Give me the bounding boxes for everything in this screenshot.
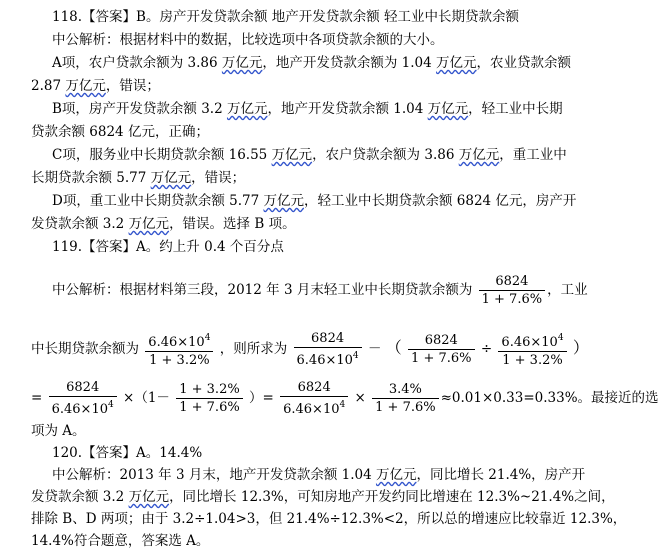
q118-option-b-line2: 贷款余额 6824 亿元，正确； [31, 124, 209, 140]
q118-option-c-line2: 长期贷款余额 5.77 万亿元，错误； [31, 170, 246, 186]
q120-title: 120.【答案】A。14.4% [52, 445, 203, 461]
q119-analysis-line1: 中公解析：根据材料第三段，2012 年 3 月末轻工业中长期贷款余额为 $\frac{6824}{1 + 7.6\%}$ ，工业 [52, 274, 588, 307]
q118-option-d-line2: 发贷款余额 3.2 万亿元，错误。选择 B 项。 [31, 216, 296, 232]
fraction-6824-over-1p076: $\frac{6824}{1 + 7.6\%}$ [479, 273, 545, 308]
q119-analysis-line2: 中长期贷款余额为 $\frac{6.46\times 10^4}{1 + 3.2\%}$ ，则所求为 $\frac{6824}{6.46\times 10^4}$ － （ $\frac{6824}{1 + 7.6\%}$ ÷ $\frac{6.46\times 10^4}{1 + 3.2\%}$ ） [31, 331, 589, 368]
q118-intro: 中公解析：根据材料中的数据，比较选项中各项贷款余额的大小。 [52, 32, 444, 48]
q118-option-b-line1: B项，房产开发贷款余额 3.2 万亿元，地产开发贷款余额 1.04 万亿元，轻工业中长期 [52, 101, 563, 117]
q120-analysis-line2: 发贷款余额 3.2 万亿元，同比增长 12.3%，可知房地产开发约同比增速在 12.3%~21.4%之间， [31, 489, 615, 505]
q118-option-c-line1: C项，服务业中长期贷款余额 16.55 万亿元，农户贷款余额为 3.86 万亿元，重工业中 [52, 147, 567, 163]
q118-option-a-line1: A项，农户贷款余额为 3.86 万亿元，地产开发贷款余额为 1.04 万亿元，农业贷款余额 [52, 55, 572, 71]
q118-option-d-line1: D项，重工业中长期贷款余额 5.77 万亿元，轻工业中长期贷款余额 6824 亿元，房产开 [52, 193, 577, 209]
q119-conclusion: 项为 A。 [31, 423, 86, 439]
q119-analysis-line3: = $\frac{6824}{6.46\times 10^4}$ ×（1－ $\frac{1 + 3.2\%}{1 + 7.6\%}$ ）= $\frac{6824}{6.46\times 10^4}$ × $\frac{3.4\%}{1 + 7.6\%}$ ≈0.01×0.33=0.33%。最接近的选 [31, 380, 659, 417]
fraction-industry-loan-b: $\frac{6.46\times 10^4}{1 + 3.2\%}$ [498, 330, 566, 369]
q118-option-a-line2: 2.87 万亿元，错误； [31, 78, 160, 94]
q120-analysis-line3: 排除 B、D 两项；由于 3.2÷1.04>3，但 21.4%÷12.3%<2，所以总的增速应比较靠近 12.3%， [31, 511, 627, 527]
q120-analysis-line1: 中公解析：2013 年 3 月末，地产开发贷款余额 1.04 万亿元，同比增长 21.4%，房产开 [52, 467, 586, 483]
fraction-6824-over-646e4: $\frac{6824}{6.46\times 10^4}$ [294, 330, 362, 369]
fraction-3p4-over-1p076: $\frac{3.4\%}{1 + 7.6\%}$ [372, 381, 438, 416]
fraction-6824-over-646e4-c: $\frac{6824}{6.46\times 10^4}$ [280, 379, 348, 418]
q119-title: 119.【答案】A。约上升 0.4 个百分点 [52, 239, 284, 255]
q120-analysis-line4: 14.4%符合题意，答案选 A。 [31, 533, 210, 549]
fraction-industry-loan: $\frac{6.46\times 10^4}{1 + 3.2\%}$ [145, 330, 213, 369]
q118-title: 118.【答案】B。房产开发贷款余额 地产开发贷款余额 轻工业中长期贷款余额 [52, 9, 520, 25]
fraction-6824-over-1p076-b: $\frac{6824}{1 + 7.6\%}$ [408, 332, 474, 367]
fraction-ratio-growth: $\frac{1 + 3.2\%}{1 + 7.6\%}$ [176, 381, 242, 416]
fraction-6824-over-646e4-b: $\frac{6824}{6.46\times 10^4}$ [49, 379, 117, 418]
